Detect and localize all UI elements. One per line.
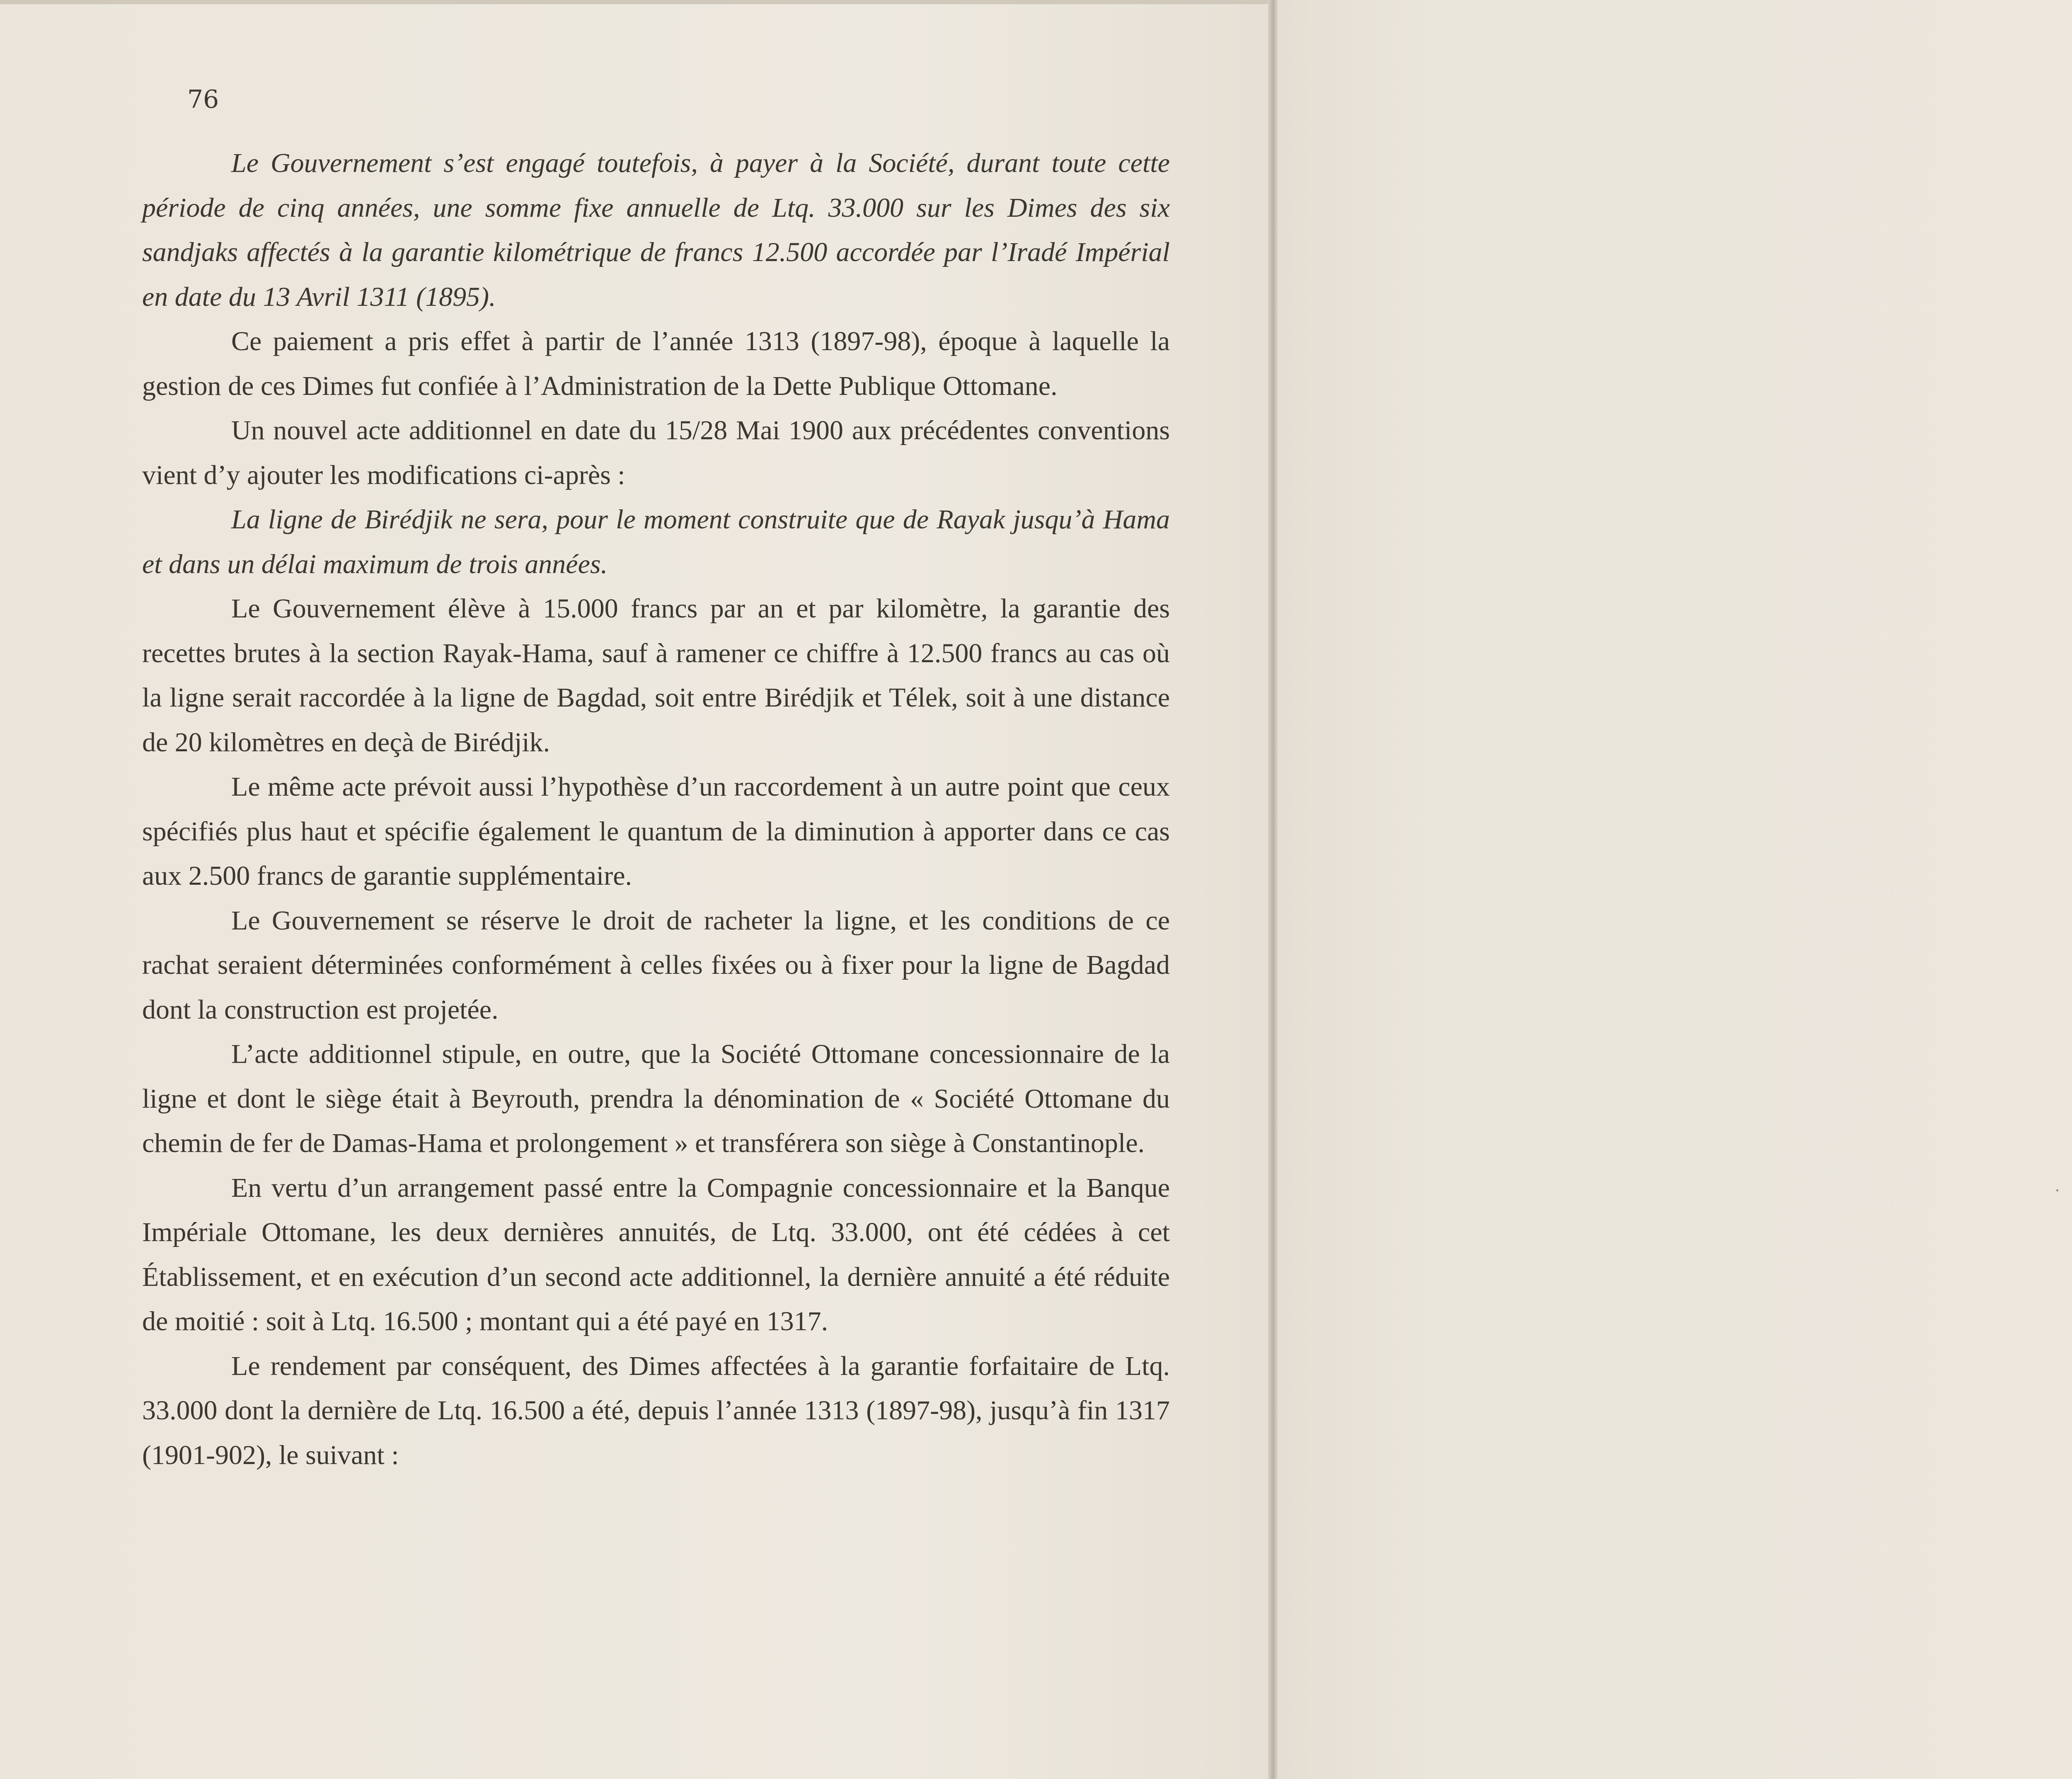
body-text	[142, 141, 1170, 1477]
paragraph-3: Un nouvel acte additionnel en date du 15/28 Mai 1900 aux précédentes conventions vient d’y ajouter les modifications ci-après :	[142, 415, 1170, 490]
paragraph-6: Le même acte prévoit aussi l’hypothèse d’un raccordement à un autre point que ceux spécifiés plus haut et spécifie également le quantum de la diminution à apporter dans ce cas aux 2.500 francs de garantie supplémentaire.	[142, 772, 1170, 891]
page-top-edge	[0, 0, 1271, 4]
paragraph-1: Le Gouvernement s’est engagé toutefois, à payer à la Société, durant toute cette période de cinq années, une somme fixe annuelle de Ltq. 33.000 sur les Dimes des six sandjaks affectés à la garantie kilométrique de francs 12.500 accordée par l’Iradé Impérial en date du 13 Avril 1311 (1895).	[142, 148, 1170, 312]
paper-speck	[2056, 1189, 2058, 1191]
paragraph-4: La ligne de Birédjik ne sera, pour le moment construite que de Rayak jusqu’à Hama et dans un délai maximum de trois années.	[142, 504, 1170, 579]
paragraph-8: L’acte additionnel stipule, en outre, que la Société Ottomane concessionnaire de la ligne et dont le siège était à Beyrouth, prendra la dénomination de « Société Ottomane du chemin de fer de Damas-Hama et prolongement » et transférera son siège à Constantinople.	[142, 1039, 1170, 1158]
right-page-blank	[1277, 0, 2072, 1779]
paragraph-10: Le rendement par conséquent, des Dimes affectées à la garantie forfaitaire de Ltq. 33.000 dont la dernière de Ltq. 16.500 a été, depuis l’année 1313 (1897-98), jusqu’à fin 1317 (1901-902), le suivant :	[142, 1351, 1170, 1470]
paragraph-9: En vertu d’un arrangement passé entre la Compagnie concessionnaire et la Banque Impériale Ottomane, les deux dernières annuités, de Ltq. 33.000, ont été cédées à cet Établissement, et en exécution d’un second acte additionnel, la dernière annuité a été réduite de moitié : soit à Ltq. 16.500 ; montant qui a été payé en 1317.	[142, 1172, 1170, 1336]
paragraph-2: Ce paiement a pris effet à partir de l’année 1313 (1897-98), époque à laquelle la gestion de ces Dimes fut confiée à l’Administration de la Dette Publique Ottomane.	[142, 326, 1170, 401]
page-number: 76	[187, 85, 219, 114]
paragraph-5: Le Gouvernement élève à 15.000 francs par an et par kilomètre, la garantie des recettes brutes à la section Rayak-Hama, sauf à ramener ce chiffre à 12.500 francs au cas où la ligne serait raccordée à la ligne de Bagdad, soit entre Birédjik et Télek, soit à une distance de 20 kilomètres en deçà de Birédjik.	[142, 593, 1170, 758]
paragraph-7: Le Gouvernement se réserve le droit de racheter la ligne, et les conditions de ce rachat seraient déterminées conformément à celles fixées ou à fixer pour la ligne de Bagdad dont la construction est projetée.	[142, 905, 1170, 1025]
